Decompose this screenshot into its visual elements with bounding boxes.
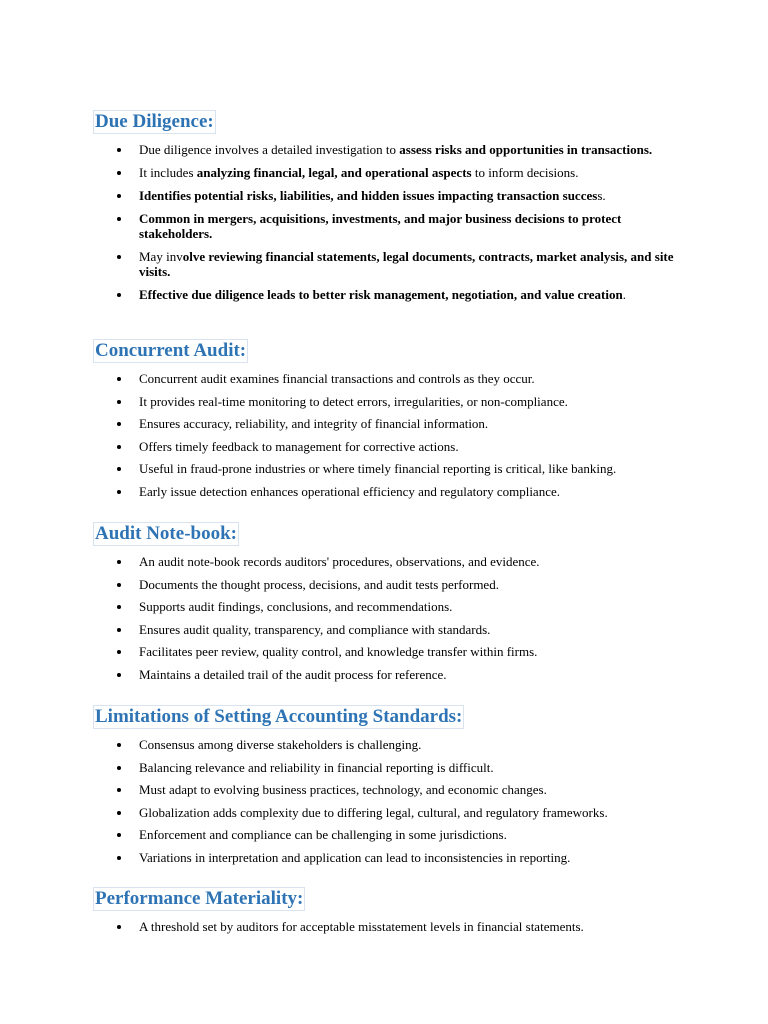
list-item: Documents the thought process, decisions, and audit tests performed.	[93, 577, 679, 592]
bullet-icon	[117, 422, 121, 426]
bullet-icon	[117, 583, 121, 587]
list-item: Common in mergers, acquisitions, investments, and major business decisions to protect stakeholders.	[93, 211, 679, 241]
list-item: Useful in fraud-prone industries or where timely financial reporting is critical, like banking.	[93, 461, 679, 476]
bullet-icon	[117, 811, 121, 815]
bullet-list	[93, 554, 693, 682]
list-item: Globalization adds complexity due to differing legal, cultural, and regulatory frameworks.	[93, 805, 679, 820]
bullet-icon	[117, 766, 121, 770]
bullet-icon	[117, 650, 121, 654]
section-heading: Due Diligence:	[95, 111, 214, 132]
bullet-list	[93, 371, 693, 499]
bullet-icon	[117, 673, 121, 677]
list-item: Early issue detection enhances operational efficiency and regulatory compliance.	[93, 484, 679, 499]
list-item: It includes analyzing financial, legal, and operational aspects to inform decisions.	[93, 165, 679, 180]
bullet-icon	[117, 400, 121, 404]
bullet-icon	[117, 148, 121, 152]
bullet-icon	[117, 293, 121, 297]
bullet-icon	[117, 194, 121, 198]
bullet-icon	[117, 377, 121, 381]
section-performance-materiality	[93, 887, 693, 942]
list-item: A threshold set by auditors for acceptable misstatement levels in financial statements.	[93, 919, 679, 934]
list-item: Offers timely feedback to management for corrective actions.	[93, 439, 679, 454]
list-item: It provides real-time monitoring to detect errors, irregularities, or non-compliance.	[93, 394, 679, 409]
list-item: Consensus among diverse stakeholders is challenging.	[93, 737, 679, 752]
bullet-list	[93, 737, 693, 865]
section-concurrent-audit	[93, 339, 693, 507]
bullet-icon	[117, 605, 121, 609]
bullet-icon	[117, 628, 121, 632]
bullet-icon	[117, 490, 121, 494]
bullet-list	[93, 142, 693, 302]
bullet-icon	[117, 467, 121, 471]
list-item: Ensures audit quality, transparency, and compliance with standards.	[93, 622, 679, 637]
section-heading: Concurrent Audit:	[95, 340, 247, 361]
section-due-diligence	[93, 110, 693, 310]
section-heading: Limitations of Setting Accounting Standards:	[95, 706, 463, 727]
list-item: Ensures accuracy, reliability, and integrity of financial information.	[93, 416, 679, 431]
list-item: Identifies potential risks, liabilities, and hidden issues impacting transaction success.	[93, 188, 679, 203]
section-audit-notebook	[93, 522, 693, 690]
list-item: Must adapt to evolving business practices, technology, and economic changes.	[93, 782, 679, 797]
bullet-icon	[117, 833, 121, 837]
section-limitations-accounting-standards	[93, 705, 693, 873]
list-item: Supports audit findings, conclusions, and recommendations.	[93, 599, 679, 614]
bullet-icon	[117, 925, 121, 929]
list-item: Facilitates peer review, quality control, and knowledge transfer within firms.	[93, 644, 679, 659]
bullet-icon	[117, 217, 121, 221]
list-item: An audit note-book records auditors' procedures, observations, and evidence.	[93, 554, 679, 569]
bullet-icon	[117, 255, 121, 259]
list-item: Due diligence involves a detailed investigation to assess risks and opportunities in transactions.	[93, 142, 679, 157]
list-item: Concurrent audit examines financial transactions and controls as they occur.	[93, 371, 679, 386]
bullet-icon	[117, 560, 121, 564]
list-item: May involve reviewing financial statements, legal documents, contracts, market analysis, and site visits.	[93, 249, 679, 279]
bullet-icon	[117, 856, 121, 860]
bullet-icon	[117, 743, 121, 747]
bullet-icon	[117, 171, 121, 175]
bullet-icon	[117, 788, 121, 792]
section-heading: Audit Note-book:	[95, 523, 237, 544]
bullet-list	[93, 919, 693, 934]
list-item: Variations in interpretation and application can lead to inconsistencies in reporting.	[93, 850, 679, 865]
list-item: Enforcement and compliance can be challenging in some jurisdictions.	[93, 827, 679, 842]
bullet-icon	[117, 445, 121, 449]
list-item: Balancing relevance and reliability in financial reporting is difficult.	[93, 760, 679, 775]
list-item: Maintains a detailed trail of the audit process for reference.	[93, 667, 679, 682]
list-item: Effective due diligence leads to better risk management, negotiation, and value creation.	[93, 287, 679, 302]
section-heading: Performance Materiality:	[95, 888, 304, 909]
